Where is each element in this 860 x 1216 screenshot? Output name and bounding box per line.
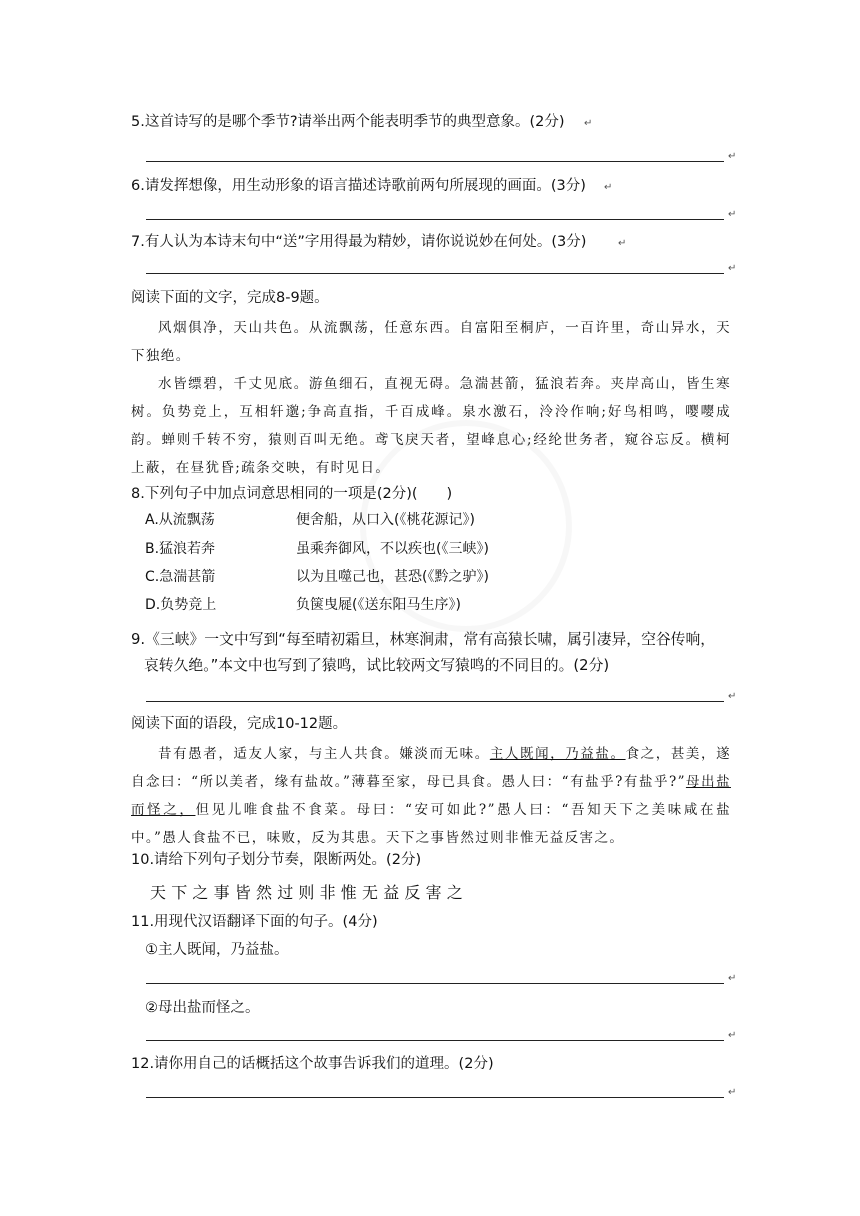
- return-mark: ↵: [728, 691, 737, 702]
- return-mark: ↵: [728, 1087, 737, 1098]
- question-9-line-2: 哀转久绝。”本文中也写到了猿鸣，试比较两文写猿鸣的不同目的。(2分): [144, 657, 610, 674]
- option-d-right: 负箧曳屣(《送东阳马生序》): [296, 597, 461, 613]
- passage-2-part-a: 昔有愚者，适友人家，与主人共食。嫌淡而无味。: [158, 746, 490, 762]
- q10-sentence: 天下之事皆然过则非惟无益反害之: [150, 883, 469, 902]
- answer-line-12[interactable]: [146, 1097, 724, 1098]
- passage-2-part-b: 食之，甚美，遂自念曰：“所以美者，缘有盐故。”薄暮至家，母已具食。愚人曰：“有盐乎?有盐乎?”: [131, 746, 731, 790]
- question-8: 8.下列句子中加点词意思相同的一项是(2分)( ): [131, 486, 453, 502]
- passage-1-paragraph-1: 风烟俱净，天山共色。从流飘荡，任意东西。自富阳至桐庐，一百许里，奇山异水，天下独绝。: [131, 320, 731, 364]
- question-7: 7.有人认为本诗末句中“送”字用得最为精妙，请你说说妙在何处。(3分): [131, 234, 587, 250]
- answer-line-11-2[interactable]: [146, 1040, 724, 1041]
- answer-line-9[interactable]: [146, 701, 724, 702]
- answer-line-6[interactable]: [146, 219, 724, 220]
- return-mark: ↵: [728, 263, 737, 274]
- question-12: 12.请你用自己的话概括这个故事告诉我们的道理。(2分): [131, 1056, 494, 1072]
- question-9-line-1: 9.《三峡》一文中写到“每至晴初霜旦，林寒涧肃，常有高猿长啸，属引凄异，空谷传响，: [131, 631, 716, 648]
- question-10: 10.请给下列句子划分节奏，限断两处。(2分): [131, 852, 422, 868]
- passage-2: [131, 740, 731, 852]
- answer-line-5[interactable]: [146, 161, 724, 162]
- passage-2-part-c: 但见儿唯食盐不食菜。母曰：“安可如此?”愚人曰：“吾知天下之美味咸在盐中。”愚人食盐不已，味败，反为其患。天下之事皆然过则非惟无益反害之。: [131, 802, 731, 846]
- option-a-right: 便舍船，从口入(《桃花源记》): [296, 512, 475, 528]
- q11-item-1: ①主人既闻，乃益盐。: [145, 942, 289, 958]
- return-mark: ↵: [728, 1030, 737, 1041]
- answer-line-11-1[interactable]: [146, 983, 724, 984]
- passage-2-underlined-2: 母出盐而怪之，: [131, 774, 731, 818]
- question-6: 6.请发挥想像，用生动形象的语言描述诗歌前两句所展现的画面。(3分): [131, 178, 586, 194]
- return-mark: ↵: [584, 118, 593, 129]
- question-11: 11.用现代汉语翻译下面的句子。(4分): [131, 914, 378, 930]
- option-b-right: 虽乘奔御风，不以疾也(《三峡》): [296, 541, 489, 557]
- answer-line-7[interactable]: [146, 273, 724, 274]
- return-mark: ↵: [728, 151, 737, 162]
- passage-1: [131, 314, 731, 482]
- reading-instruction-1: 阅读下面的文字，完成8-9题。: [131, 290, 329, 306]
- option-d-left: D.负势竞上: [145, 597, 217, 613]
- return-mark: ↵: [728, 209, 737, 220]
- option-c-right: 以为且噬己也，甚恐(《黔之驴》): [296, 569, 489, 585]
- return-mark: ↵: [728, 973, 737, 984]
- q11-item-2: ②母出盐而怪之。: [145, 1000, 260, 1016]
- passage-1-paragraph-2: 水皆缥碧，千丈见底。游鱼细石，直视无碍。急湍甚箭，猛浪若奔。夹岸高山，皆生寒树。负势竞上，互相轩邈;争高直指，千百成峰。泉水激石，泠泠作响;好鸟相鸣，嘤嘤成韵。蝉则千转不穷，猿则百叫无绝。鸢飞戾天者，望峰息心;经纶世务者，窥谷忘反。横柯上蔽，在昼犹昏;疏条交映，有时见日。: [131, 376, 731, 476]
- return-mark: ↵: [604, 182, 613, 193]
- reading-instruction-2: 阅读下面的语段，完成10-12题。: [131, 716, 348, 732]
- return-mark: ↵: [618, 238, 627, 249]
- passage-2-underlined-1: 主人既闻，乃益盐。: [489, 746, 626, 762]
- option-a-left: A.从流飘荡: [145, 512, 215, 528]
- passage-2-paragraph: [131, 740, 731, 852]
- option-c-left: C.急湍甚箭: [145, 569, 216, 585]
- question-5: 5.这首诗写的是哪个季节?请举出两个能表明季节的典型意象。(2分): [131, 114, 565, 130]
- option-b-left: B.猛浪若奔: [145, 541, 216, 557]
